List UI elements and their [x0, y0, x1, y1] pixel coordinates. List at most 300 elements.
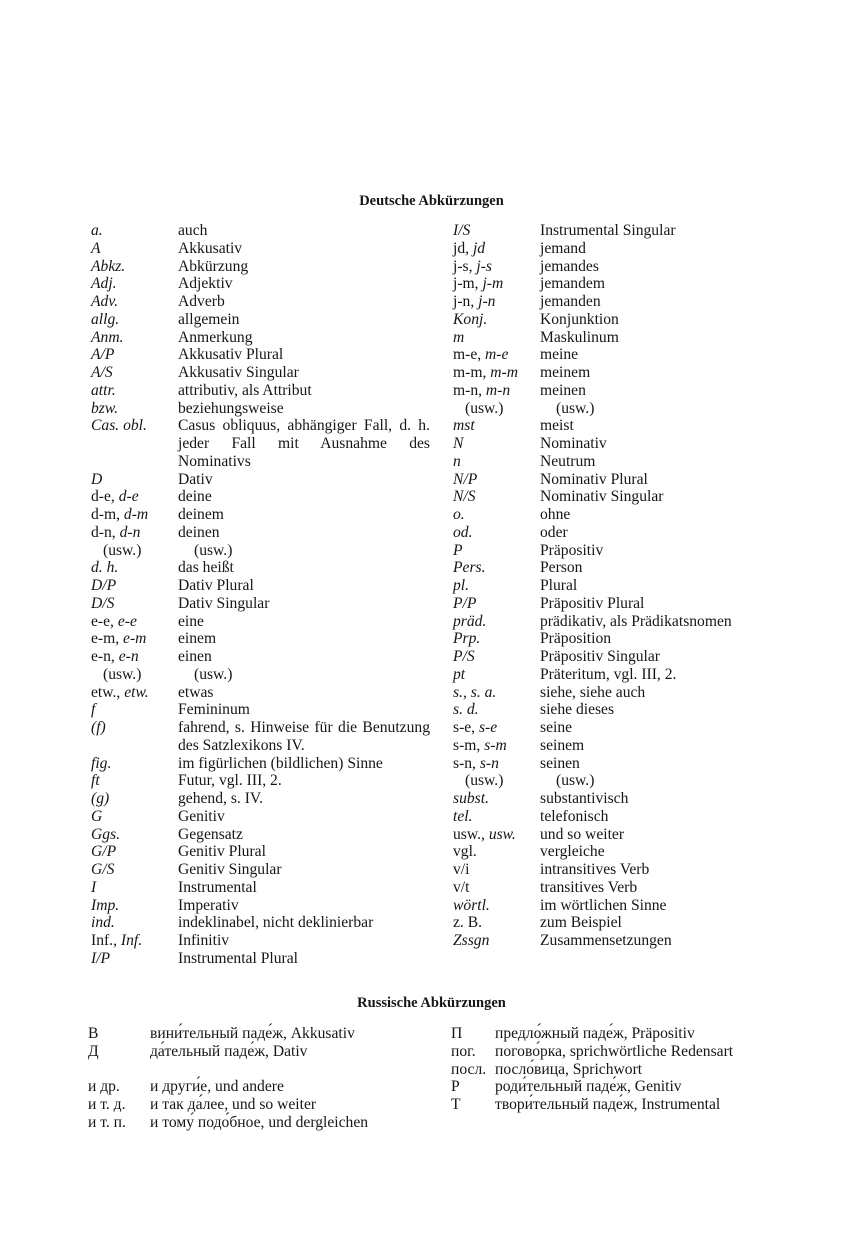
abbreviation-meaning: Akkusativ Plural [178, 346, 284, 364]
abbreviation-term [103, 542, 141, 560]
abbreviation-meaning: substantivisch [540, 790, 629, 807]
abbreviation-term-part: посл. [451, 1060, 487, 1078]
abbreviation-meaning: Dativ Singular [178, 594, 270, 612]
abbreviation-term-part: I [91, 878, 97, 896]
abbreviation-meaning: Instrumental [178, 878, 257, 896]
abbreviation-term [91, 630, 146, 648]
abbreviation-meaning: allgemein [178, 310, 240, 328]
abbreviation-meaning: auch [178, 222, 208, 239]
abbreviation-term-part: A [91, 239, 101, 257]
abbreviation-term [91, 772, 100, 790]
abbreviation-meaning: meinem [540, 364, 591, 381]
abbreviation-term-part: G/P [91, 843, 117, 861]
abbreviation-meaning: Anmerkung [178, 328, 253, 346]
abbreviation-entry [91, 666, 431, 684]
abbreviation-meaning: Abkürzung [178, 257, 249, 275]
abbreviation-term [91, 613, 137, 631]
abbreviation-term-part: Inf., [91, 932, 121, 949]
abbreviation-term [453, 630, 480, 648]
abbreviation-term [91, 275, 117, 293]
abbreviation-term-part: d-m, [91, 506, 124, 523]
abbreviation-term [453, 542, 463, 560]
abbreviation-term-part: Zssgn [453, 932, 490, 949]
abbreviation-term-part: m-m, [453, 364, 491, 381]
abbreviation-term [88, 1114, 126, 1132]
abbreviation-meaning: Genitiv Singular [178, 861, 282, 878]
abbreviation-meaning: Nominativ [540, 435, 607, 452]
abbreviation-entry [91, 879, 431, 897]
abbreviation-entry [453, 897, 798, 915]
abbreviation-entry [91, 755, 431, 773]
abbreviation-term-part: j-m, [453, 275, 483, 293]
abbreviation-meaning: и други́е, und andere [150, 1078, 284, 1096]
abbreviation-entry [91, 630, 431, 648]
abbreviation-meaning: Akkusativ Singular [178, 364, 299, 381]
abbreviation-meaning: Präposition [540, 630, 612, 648]
abbreviation-term-part: e-e [117, 612, 137, 630]
abbreviation-entry [453, 879, 798, 897]
abbreviation-term [91, 648, 139, 666]
abbreviation-entry [453, 400, 798, 418]
abbreviation-meaning: seine [540, 719, 573, 736]
abbreviation-meaning: oder [540, 523, 568, 541]
abbreviation-term [91, 471, 102, 489]
abbreviation-term-part: (usw.) [103, 541, 142, 559]
abbreviation-meaning: im wörtlichen Sinne [540, 896, 667, 914]
abbreviation-entry [453, 559, 798, 577]
abbreviation-term-part: П [451, 1025, 463, 1042]
abbreviation-entry [91, 897, 431, 915]
abbreviation-term-part: I/S [453, 222, 471, 239]
abbreviation-term [91, 329, 123, 347]
abbreviation-entry [91, 346, 431, 364]
abbreviation-meaning: telefonisch [540, 807, 609, 825]
abbreviation-entry [453, 843, 798, 861]
abbreviation-entry [453, 826, 798, 844]
abbreviation-entry [91, 559, 431, 577]
german-abbreviations-right-column [453, 222, 798, 950]
abbreviation-term [453, 932, 489, 950]
abbreviation-entry [91, 293, 431, 311]
abbreviation-meaning: вини́тельный паде́ж, Akkusativ [150, 1025, 355, 1042]
abbreviation-entry [453, 453, 798, 471]
abbreviation-term-part: wörtl. [453, 896, 490, 914]
abbreviation-entry [91, 382, 431, 400]
abbreviation-meaning: Maskulinum [540, 328, 619, 346]
abbreviation-meaning: seinen [540, 754, 580, 772]
abbreviation-term-part: d-e [118, 488, 139, 506]
abbreviation-term-part: ft [91, 772, 100, 790]
abbreviation-meaning: роди́тельный паде́ж, Genitiv [495, 1078, 682, 1096]
abbreviation-meaning: Neutrum [540, 452, 596, 470]
abbreviation-term-part: s-n, [453, 754, 480, 772]
abbreviation-entry [453, 790, 798, 808]
abbreviation-term [453, 861, 469, 879]
abbreviation-term-part: subst. [453, 790, 489, 807]
abbreviation-term-part: usw. [488, 825, 516, 843]
abbreviation-entry [453, 311, 798, 329]
abbreviation-term-part: j-m [482, 275, 504, 293]
abbreviation-term-part: В [88, 1025, 99, 1042]
abbreviation-term [453, 258, 492, 276]
abbreviation-term-part: Abkz. [91, 257, 126, 275]
abbreviation-term [91, 914, 115, 932]
abbreviation-term [453, 311, 487, 329]
abbreviation-meaning: посло́вица, Sprichwort [495, 1060, 643, 1078]
abbreviation-term [453, 435, 463, 453]
abbreviation-term-part: jd, [453, 239, 473, 257]
abbreviation-entry [91, 506, 431, 524]
abbreviation-term [453, 275, 503, 293]
abbreviation-term [453, 897, 490, 915]
abbreviation-meaning: Präteritum, vgl. III, 2. [540, 665, 677, 683]
abbreviation-term [453, 595, 476, 613]
abbreviation-entry [91, 843, 431, 861]
abbreviation-term-part: pt [453, 665, 466, 683]
abbreviation-meaning: Person [540, 559, 583, 577]
abbreviation-term [451, 1043, 476, 1061]
abbreviation-term-part: s-m [484, 736, 507, 754]
abbreviation-meaning: Zusammensetzungen [540, 932, 672, 949]
abbreviation-term-part: Cas. obl. [91, 417, 147, 435]
abbreviation-term-part: Adj. [91, 275, 117, 293]
abbreviation-meaning: и тому́ подо́бное, und dergleichen [150, 1113, 369, 1131]
abbreviation-term-part: o. [453, 506, 465, 523]
abbreviation-meaning: beziehungsweise [178, 399, 284, 417]
abbreviation-entry [453, 684, 798, 702]
abbreviation-entry [91, 524, 431, 542]
abbreviation-entry [91, 240, 431, 258]
abbreviation-term [465, 772, 503, 790]
abbreviation-entry [91, 826, 431, 844]
abbreviation-term [88, 1078, 120, 1096]
abbreviation-term-part: D/P [91, 577, 117, 594]
abbreviation-meaning: Instrumental Singular [540, 222, 676, 239]
abbreviation-entry [91, 772, 431, 790]
abbreviation-meaning: Dativ [178, 470, 213, 488]
abbreviation-entry [453, 417, 798, 435]
abbreviation-entry [88, 1096, 433, 1114]
abbreviation-term-part: d-e, [91, 488, 119, 506]
abbreviation-entry [88, 1043, 433, 1061]
abbreviation-entry [453, 666, 798, 684]
abbreviation-term-part: Pers. [453, 559, 486, 577]
abbreviation-meaning: einen [178, 648, 212, 665]
abbreviation-term-part: s. d. [453, 701, 479, 719]
abbreviation-term-part: e-n [118, 648, 139, 665]
abbreviation-term [91, 719, 106, 737]
abbreviation-entry [453, 435, 798, 453]
abbreviation-term-part: etw., [91, 683, 125, 701]
abbreviation-term-part: Р [451, 1078, 460, 1096]
abbreviation-entry [453, 506, 798, 524]
abbreviation-term-part: Imp. [91, 896, 120, 914]
abbreviation-meaning: deine [178, 488, 212, 506]
abbreviation-term [91, 258, 125, 276]
abbreviation-meaning: Infinitiv [178, 932, 230, 949]
abbreviation-term-part: Prp. [453, 630, 481, 648]
abbreviation-meaning: Präpositiv Plural [540, 594, 645, 612]
abbreviation-term [91, 559, 118, 577]
abbreviation-meaning: indeklinabel, nicht deklinierbar [178, 914, 374, 932]
abbreviation-entry [453, 613, 798, 631]
abbreviation-entry [453, 382, 798, 400]
abbreviation-term [451, 1078, 460, 1096]
german-section-title: Deutsche Abkürzungen [359, 193, 504, 209]
abbreviation-meaning: siehe, siehe auch [540, 683, 646, 701]
abbreviation-term-part: s-e [478, 719, 498, 736]
abbreviation-meaning: Präpositiv Singular [540, 648, 660, 665]
abbreviation-term-part: a. [91, 222, 103, 239]
abbreviation-term-part: Ggs. [91, 825, 121, 843]
abbreviation-term-part: vgl. [453, 843, 477, 861]
abbreviation-entry [91, 684, 431, 702]
abbreviation-term-part: пог. [451, 1042, 476, 1060]
abbreviation-term-part: G/S [91, 861, 115, 878]
abbreviation-meaning: jemandes [540, 257, 599, 275]
abbreviation-meaning: твори́тельный паде́ж, Instrumental [495, 1096, 721, 1113]
abbreviation-entry [453, 488, 798, 506]
abbreviation-term-part: attr. [91, 381, 116, 399]
abbreviation-term-part: Inf. [120, 932, 143, 949]
abbreviation-entry [88, 1114, 433, 1132]
abbreviation-meaning: Gegensatz [178, 825, 243, 843]
abbreviation-term-part: j-s [476, 257, 492, 275]
abbreviation-meaning: Plural [540, 577, 578, 594]
abbreviation-entry [453, 701, 798, 719]
abbreviation-entry [91, 861, 431, 879]
abbreviation-term-part: (g) [91, 790, 110, 807]
abbreviation-meaning: meinen [540, 381, 586, 399]
abbreviation-term [91, 506, 148, 524]
abbreviation-entry [451, 1043, 796, 1061]
abbreviation-term [453, 843, 477, 861]
abbreviation-term [453, 914, 482, 932]
abbreviation-meaning: Genitiv [178, 807, 225, 825]
abbreviation-meaning: Femininum [178, 701, 250, 719]
abbreviation-term [453, 790, 489, 808]
abbreviation-term [453, 666, 465, 684]
abbreviation-term-part: (usw.) [465, 399, 504, 417]
abbreviation-entry [91, 719, 431, 755]
abbreviation-term-part: f [91, 701, 96, 719]
abbreviation-term-part: fig. [91, 754, 112, 772]
abbreviation-term [91, 488, 139, 506]
abbreviation-meaning: Dativ Plural [178, 577, 254, 594]
abbreviation-term-part: P [453, 541, 463, 559]
abbreviation-term [453, 613, 486, 631]
abbreviation-term [453, 382, 510, 400]
abbreviation-meaning: intransitives Verb [540, 861, 650, 878]
abbreviation-term-part: P/P [453, 594, 477, 612]
abbreviation-term-part: e-n, [91, 648, 119, 665]
abbreviation-meaning: Präpositiv [540, 541, 604, 559]
abbreviation-term [91, 577, 116, 595]
abbreviation-meaning: jemandem [540, 275, 605, 293]
abbreviation-term-part: etw. [124, 683, 149, 701]
abbreviation-term [453, 701, 479, 719]
abbreviation-entry [453, 471, 798, 489]
abbreviation-entry [91, 790, 431, 808]
abbreviation-term-part: N [453, 435, 464, 452]
abbreviation-meaning: attributiv, als Attribut [178, 381, 312, 399]
abbreviation-term [88, 1043, 99, 1061]
abbreviation-meaning: Nominativ Singular [540, 488, 664, 506]
abbreviation-term [453, 506, 465, 524]
abbreviation-term-part: e-m, [91, 630, 124, 648]
abbreviation-meaning: seinem [540, 736, 585, 754]
abbreviation-entry [88, 1078, 433, 1096]
abbreviation-term-part: A/P [91, 346, 115, 364]
abbreviation-entry [91, 471, 431, 489]
abbreviation-term-part: präd. [453, 612, 487, 630]
abbreviation-term-part: tel. [453, 807, 473, 825]
abbreviation-term-part: N/S [453, 488, 476, 506]
abbreviation-entry [91, 595, 431, 613]
abbreviation-term [453, 879, 469, 897]
abbreviation-entry [453, 240, 798, 258]
abbreviation-meaning: fahrend, s. Hinweise für die Benutzung des Satzlexikons IV. [178, 719, 430, 754]
abbreviation-entry [453, 364, 798, 382]
russian-abbreviations-right-column [451, 1025, 796, 1114]
abbreviation-meaning: das heißt [178, 559, 234, 577]
abbreviation-term-part: pl. [453, 577, 470, 594]
abbreviation-meaning: meist [540, 417, 574, 435]
abbreviation-meaning: (usw.) [556, 399, 595, 417]
abbreviation-term [91, 897, 119, 915]
abbreviation-entry [453, 524, 798, 542]
abbreviation-term-part: j-n [478, 293, 496, 310]
abbreviation-term-part: Д [88, 1042, 99, 1060]
abbreviation-meaning: vergleiche [540, 843, 605, 861]
abbreviation-entry [453, 719, 798, 737]
abbreviation-entry [91, 613, 431, 631]
abbreviation-term [451, 1025, 462, 1043]
abbreviation-term [91, 595, 114, 613]
abbreviation-term-part: j-n, [453, 293, 479, 310]
abbreviation-term [453, 577, 469, 595]
abbreviation-term-part: и т. д. [88, 1096, 126, 1113]
abbreviation-meaning: etwas [178, 683, 214, 701]
abbreviation-entry [91, 222, 431, 240]
abbreviation-entry [91, 950, 431, 968]
abbreviation-entry [453, 772, 798, 790]
abbreviation-term-part: P/S [453, 648, 475, 665]
abbreviation-term-part: ind. [91, 914, 115, 932]
abbreviation-term-part: s-e, [453, 719, 479, 736]
abbreviation-entry [451, 1061, 796, 1079]
abbreviation-meaning: siehe dieses [540, 701, 615, 719]
abbreviation-entry [91, 417, 431, 470]
abbreviation-entry [91, 329, 431, 347]
abbreviation-entry [91, 364, 431, 382]
abbreviation-term-part: Konj. [453, 310, 488, 328]
abbreviation-meaning: Futur, vgl. III, 2. [178, 772, 282, 790]
abbreviation-term-part: (usw.) [465, 772, 504, 790]
abbreviation-entry [451, 1078, 796, 1096]
abbreviation-term [453, 559, 485, 577]
abbreviation-meaning: prädikativ, als Prädikatsnomen [540, 612, 732, 630]
abbreviation-term-part: d-n [119, 523, 141, 541]
abbreviation-term-part: v/t [453, 878, 470, 896]
abbreviation-entry [453, 222, 798, 240]
abbreviation-entry [88, 1061, 433, 1079]
abbreviation-entry [453, 329, 798, 347]
abbreviation-entry [453, 861, 798, 879]
abbreviation-term [91, 701, 95, 719]
abbreviation-term-part: d. h. [91, 559, 119, 577]
abbreviation-term-part: (usw.) [103, 665, 142, 683]
abbreviation-meaning: jemanden [540, 293, 601, 310]
abbreviation-term-part: N/P [453, 470, 478, 488]
abbreviation-entry [88, 1025, 433, 1043]
abbreviation-term-part: m-e, [453, 346, 486, 364]
abbreviation-meaning: gehend, s. IV. [178, 790, 264, 807]
abbreviation-meaning: (usw.) [194, 541, 233, 559]
abbreviation-entry [453, 808, 798, 826]
abbreviation-entry [453, 755, 798, 773]
abbreviation-term-part: v/i [453, 861, 470, 878]
abbreviation-term-part: z. B. [453, 914, 483, 932]
abbreviation-term-part: (f) [91, 719, 106, 736]
abbreviation-term [453, 648, 475, 666]
abbreviation-term [453, 826, 516, 844]
abbreviation-meaning: deinem [178, 506, 224, 523]
abbreviation-entry [453, 346, 798, 364]
abbreviation-meaning: Casus obliquus, abhängiger Fall, d. h. jeder Fall mit Ausnahme des Nominativs [178, 417, 430, 470]
abbreviation-term-part: e-e, [91, 612, 118, 630]
abbreviation-term [453, 240, 485, 258]
abbreviation-meaning: deinen [178, 523, 220, 541]
abbreviation-term [453, 453, 461, 471]
abbreviation-entry [91, 648, 431, 666]
abbreviation-term [88, 1025, 98, 1043]
abbreviation-term [453, 755, 499, 773]
abbreviation-entry [91, 400, 431, 418]
abbreviation-meaning: jemand [540, 239, 586, 257]
abbreviation-meaning: einem [178, 630, 217, 648]
abbreviation-meaning: eine [178, 612, 204, 630]
abbreviation-term [453, 737, 507, 755]
abbreviation-term-part: m-m [490, 364, 518, 381]
abbreviation-term-part: d-n, [91, 523, 120, 541]
abbreviation-term [453, 293, 495, 311]
abbreviation-meaning: погово́рка, sprichwörtliche Redensart [495, 1042, 734, 1060]
abbreviation-term [91, 417, 147, 435]
abbreviation-term [453, 524, 473, 542]
abbreviation-term [91, 879, 96, 897]
abbreviation-term-part: e-m [123, 630, 147, 648]
abbreviation-term [453, 364, 518, 382]
abbreviation-term [91, 382, 116, 400]
abbreviation-term [453, 684, 496, 702]
abbreviation-term-part: mst [453, 417, 475, 435]
abbreviation-term [453, 329, 464, 347]
abbreviation-term [91, 400, 118, 418]
abbreviation-term-part: m-n, [453, 381, 486, 399]
abbreviation-term-part: allg. [91, 310, 120, 328]
abbreviation-meaning: ohne [540, 506, 571, 523]
abbreviation-term [453, 471, 477, 489]
abbreviation-term-part: s., s. a. [453, 683, 497, 701]
abbreviation-entry [453, 595, 798, 613]
german-abbreviations-left-column [91, 222, 431, 968]
abbreviation-term [103, 666, 141, 684]
abbreviation-term-part: s-n [479, 754, 499, 772]
abbreviation-entry [453, 275, 798, 293]
abbreviation-entry [91, 311, 431, 329]
abbreviation-meaning: im figürlichen (bildlichen) Sinne [178, 754, 383, 772]
